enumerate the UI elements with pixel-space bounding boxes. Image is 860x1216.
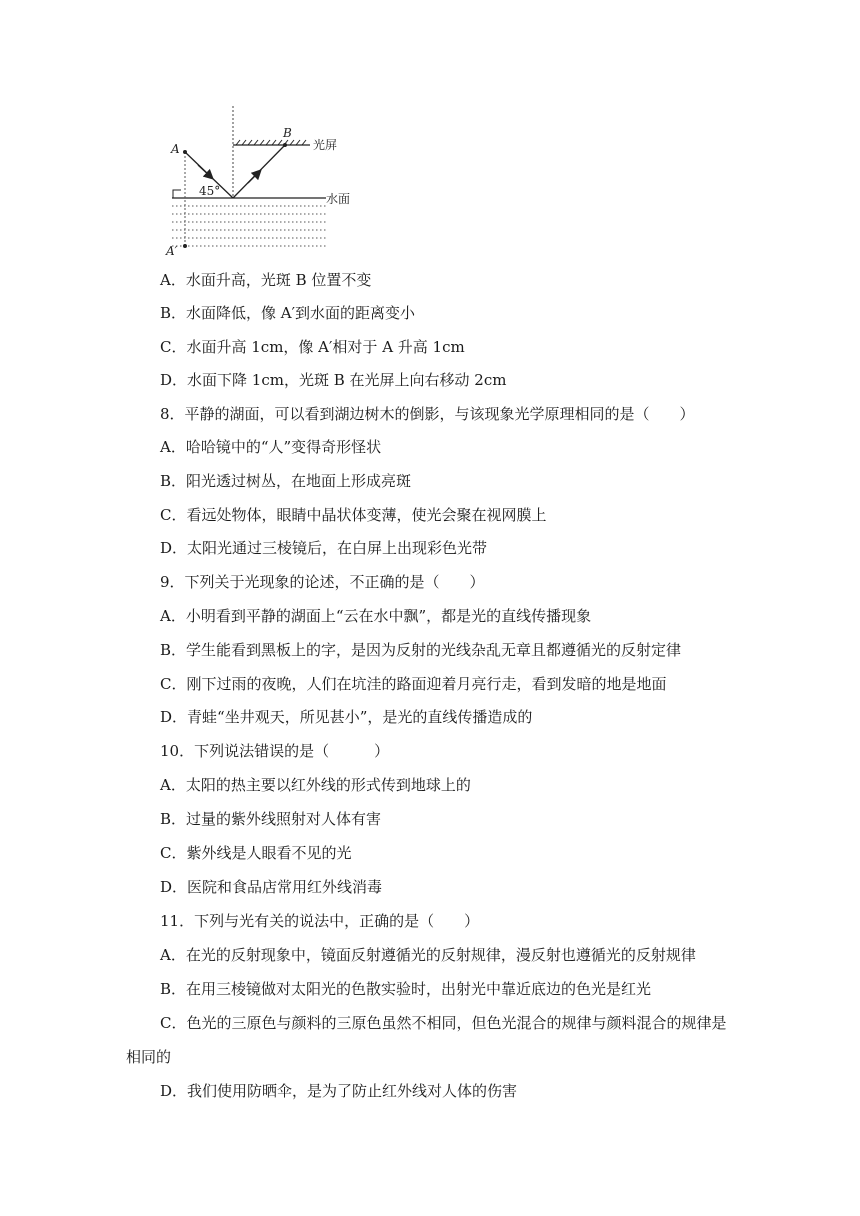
q11-option-c-continued: 相同的 xyxy=(126,1048,172,1066)
q11-option-c: C．色光的三原色与颜料的三原色虽然不相同，但色光混合的规律与颜料混合的规律是 xyxy=(160,1014,727,1032)
q8-option-d: D．太阳光通过三棱镜后，在白屏上出现彩色光带 xyxy=(160,539,488,557)
q9-option-d: D．青蛙“坐井观天，所见甚小”，是光的直线传播造成的 xyxy=(160,708,533,726)
point-b xyxy=(283,143,287,147)
q7-option-d: D．水面下降 1cm，光斑 B 在光屏上向右移动 2cm xyxy=(160,371,507,389)
q9-stem: 9．下列关于光现象的论述，不正确的是（ ） xyxy=(160,573,485,591)
q8-option-b: B．阳光透过树丛，在地面上形成亮斑 xyxy=(160,472,412,490)
water-label: 水面 xyxy=(326,192,351,206)
label-a-prime: A′ xyxy=(166,244,178,258)
q9-option-c: C．刚下过雨的夜晚，人们在坑洼的路面迎着月亮行走，看到发暗的地是地面 xyxy=(160,675,667,693)
water-dotted-lines xyxy=(172,206,326,246)
q7-option-a: A．水面升高，光斑 B 位置不变 xyxy=(160,271,372,289)
q7-option-b: B．水面降低，像 A′到水面的距离变小 xyxy=(160,304,416,322)
q8-option-a: A．哈哈镜中的“人”变得奇形怪状 xyxy=(160,438,382,456)
q10-stem: 10．下列说法错误的是（ ） xyxy=(160,742,390,760)
screen-label: 光屏 xyxy=(313,138,338,152)
q8-stem: 8．平静的湖面，可以看到湖边树木的倒影，与该现象光学原理相同的是（ ） xyxy=(160,405,695,423)
q11-option-b: B．在用三棱镜做对太阳光的色散实验时，出射光中靠近底边的色光是红光 xyxy=(160,980,652,998)
q10-option-b: B．过量的紫外线照射对人体有害 xyxy=(160,810,382,828)
incident-ray-arrow xyxy=(198,165,212,178)
q10-option-a: A．太阳的热主要以红外线的形式传到地球上的 xyxy=(160,776,471,794)
right-angle-marker xyxy=(173,190,181,198)
reflection-diagram xyxy=(160,102,380,260)
q10-option-d: D．医院和食品店常用红外线消毒 xyxy=(160,878,383,896)
label-b: B xyxy=(283,126,292,140)
angle-label: 45° xyxy=(199,184,221,198)
reflection-diagram-svg xyxy=(160,102,380,260)
point-a-prime xyxy=(183,244,187,248)
reflected-ray-arrow xyxy=(248,171,260,183)
q11-stem: 11．下列与光有关的说法中，正确的是（ ） xyxy=(160,912,480,930)
label-a: A xyxy=(171,142,180,156)
q9-option-b: B．学生能看到黑板上的字，是因为反射的光线杂乱无章且都遵循光的反射定律 xyxy=(160,641,682,659)
q9-option-a: A．小明看到平静的湖面上“云在水中飘”，都是光的直线传播现象 xyxy=(160,607,592,625)
q8-option-c: C．看远处物体，眼睛中晶状体变薄，使光会聚在视网膜上 xyxy=(160,506,547,524)
q10-option-c: C．紫外线是人眼看不见的光 xyxy=(160,844,352,862)
q7-option-c: C．水面升高 1cm，像 A′相对于 A 升高 1cm xyxy=(160,338,465,356)
light-screen xyxy=(233,140,310,145)
q11-option-a: A．在光的反射现象中，镜面反射遵循光的反射规律，漫反射也遵循光的反射规律 xyxy=(160,946,696,964)
q11-option-d: D．我们使用防晒伞，是为了防止红外线对人体的伤害 xyxy=(160,1082,518,1100)
